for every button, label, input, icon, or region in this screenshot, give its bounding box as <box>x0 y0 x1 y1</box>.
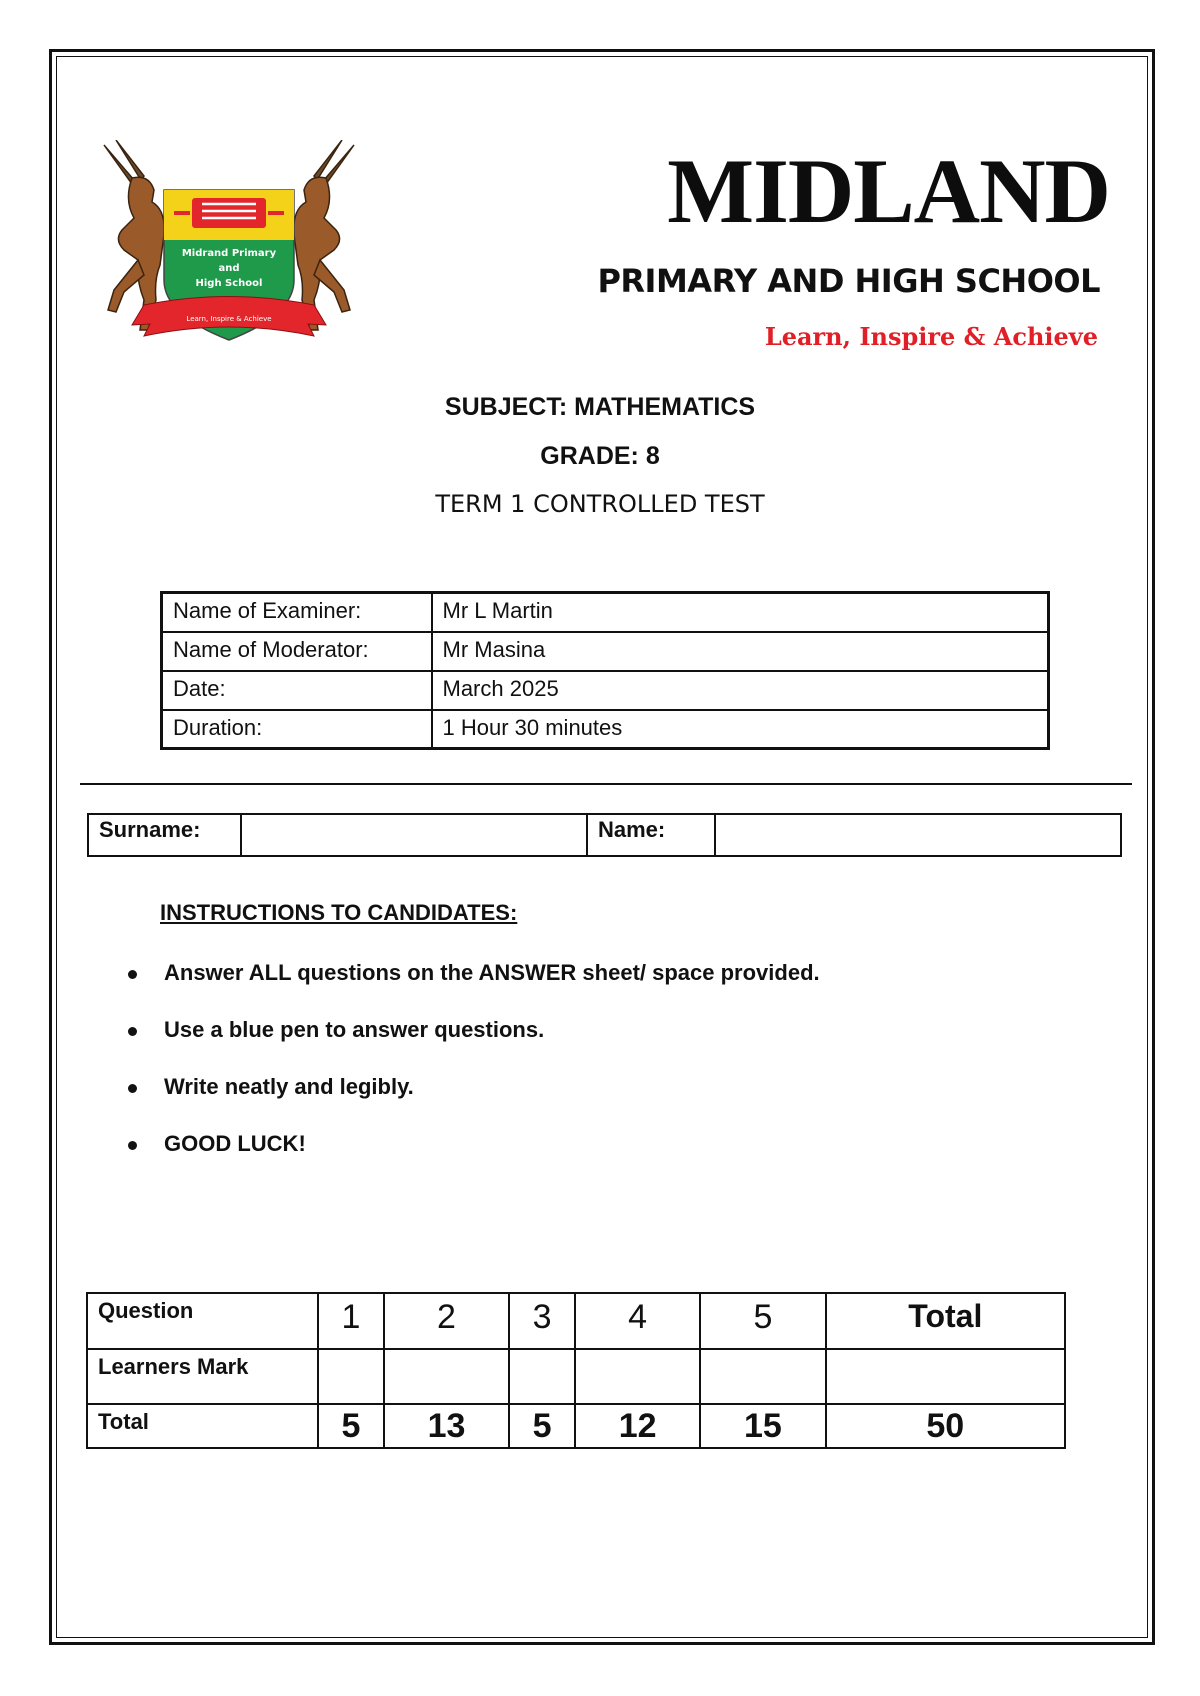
grand-total-cell: 50 <box>826 1404 1065 1448</box>
instructions-title: INSTRUCTIONS TO CANDIDATES: <box>160 900 518 925</box>
info-value: Mr L Martin <box>432 593 1049 632</box>
divider <box>80 783 1132 785</box>
learner-mark-cell[interactable] <box>509 1349 575 1404</box>
info-value: 1 Hour 30 minutes <box>432 710 1049 749</box>
bullet-icon <box>128 1141 137 1150</box>
learner-mark-cell[interactable] <box>826 1349 1065 1404</box>
total-mark-cell: 5 <box>318 1404 384 1448</box>
candidate-name-table <box>87 813 1122 857</box>
bullet-icon <box>128 1084 137 1093</box>
learner-mark-cell[interactable] <box>700 1349 825 1404</box>
question-number: 5 <box>700 1293 825 1349</box>
surname-field[interactable] <box>241 814 587 856</box>
school-subtitle: PRIMARY AND HIGH SCHOOL <box>597 262 1100 300</box>
info-label: Date: <box>162 671 432 710</box>
total-header: Total <box>826 1293 1065 1349</box>
table-row <box>88 814 1121 856</box>
table-row <box>162 710 1049 749</box>
bullet-icon <box>128 1027 137 1036</box>
crest-text-line-2: and <box>218 263 240 274</box>
row-label: Question <box>87 1293 318 1349</box>
info-value: March 2025 <box>432 671 1049 710</box>
list-item <box>128 1131 820 1188</box>
left-antelope-icon <box>104 140 164 330</box>
row-label: Total <box>87 1404 318 1448</box>
total-mark-cell: 12 <box>575 1404 700 1448</box>
table-row <box>162 632 1049 671</box>
surname-label: Surname: <box>88 814 241 856</box>
right-antelope-icon <box>294 140 354 330</box>
question-number: 1 <box>318 1293 384 1349</box>
list-item <box>128 960 820 1017</box>
crest-text-line-3: High School <box>195 278 263 289</box>
crest-motto: Learn, Inspire & Achieve <box>186 315 272 323</box>
name-label: Name: <box>587 814 715 856</box>
learner-mark-cell[interactable] <box>318 1349 384 1404</box>
grade-heading: GRADE: 8 <box>540 442 660 470</box>
instruction-text: Answer ALL questions on the ANSWER sheet/ space provided. <box>164 960 820 985</box>
test-heading: TERM 1 CONTROLLED TEST <box>435 490 765 518</box>
info-label: Duration: <box>162 710 432 749</box>
list-item <box>128 1017 820 1074</box>
school-motto: Learn, Inspire & Achieve <box>764 322 1098 351</box>
bullet-icon <box>128 970 137 979</box>
crest-text-line-1: Midrand Primary <box>181 248 277 259</box>
school-crest-logo <box>94 140 364 355</box>
school-name: MIDLAND <box>667 140 1110 242</box>
info-value: Mr Masina <box>432 632 1049 671</box>
list-item <box>128 1074 820 1131</box>
marks-table <box>86 1292 1066 1449</box>
table-row <box>87 1404 1065 1448</box>
name-field[interactable] <box>715 814 1121 856</box>
question-number: 3 <box>509 1293 575 1349</box>
table-row <box>87 1349 1065 1404</box>
subject-heading: SUBJECT: MATHEMATICS <box>444 393 756 421</box>
instructions-list <box>128 960 820 1188</box>
table-row <box>87 1293 1065 1349</box>
info-label: Name of Examiner: <box>162 593 432 632</box>
total-mark-cell: 15 <box>700 1404 825 1448</box>
learner-mark-cell[interactable] <box>575 1349 700 1404</box>
question-number: 2 <box>384 1293 509 1349</box>
table-row <box>162 593 1049 632</box>
table-row <box>162 671 1049 710</box>
instruction-text: Write neatly and legibly. <box>164 1074 414 1099</box>
instruction-text: GOOD LUCK! <box>164 1131 306 1156</box>
info-label: Name of Moderator: <box>162 632 432 671</box>
instruction-text: Use a blue pen to answer questions. <box>164 1017 545 1042</box>
question-number: 4 <box>575 1293 700 1349</box>
row-label: Learners Mark <box>87 1349 318 1404</box>
total-mark-cell: 13 <box>384 1404 509 1448</box>
total-mark-cell: 5 <box>509 1404 575 1448</box>
exam-info-table <box>160 591 1050 750</box>
learner-mark-cell[interactable] <box>384 1349 509 1404</box>
